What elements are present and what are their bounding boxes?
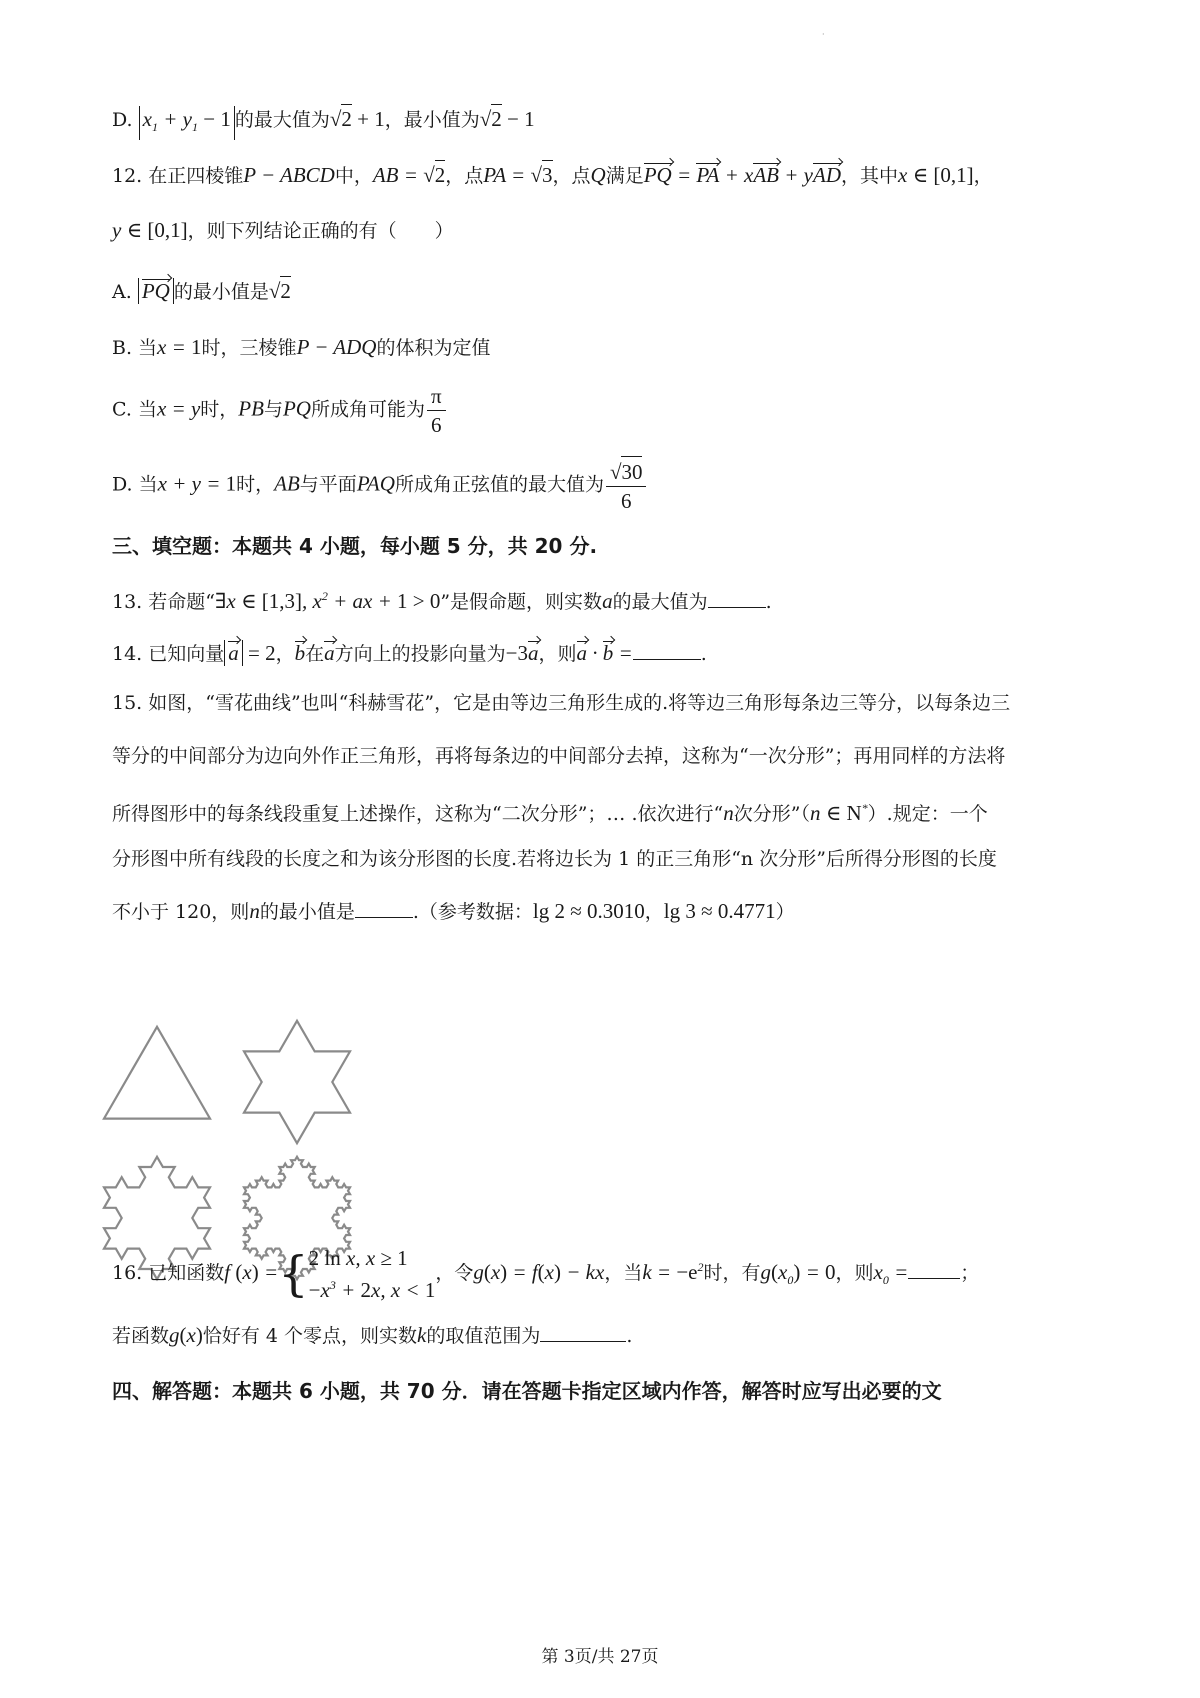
q15-line3: 所得图形中的每条线段重复上述操作，这称为“二次分形”；… .依次进行“n次分形”（n ∈ N*）.规定：一个 [112, 801, 988, 825]
q12-option-a: A. PQ 的最小值是√2 [112, 276, 291, 305]
section-4-heading: 四、解答题：本题共 6 小题，共 70 分．请在答题卡指定区域内作答，解答时应写出必要的文 [112, 1379, 942, 1403]
q16-line2: 若函数g(x)恰好有 4 个零点，则实数k的取值范围为 . [112, 1323, 633, 1347]
q14: 14. 已知向量 a = 2，b在a方向上的投影向量为−3a，则a · b = . [112, 641, 707, 665]
koch-level-0 [104, 1027, 210, 1119]
piecewise-cases: 2 ln x, x ≥ 1 $-x^3 + 2x$, x < 1 [308, 1245, 436, 1302]
q15-line5: 不小于 120，则n的最小值是 .（参考数据：lg 2 ≈ 0.3010，lg 3 ≈ 0.4771） [112, 899, 795, 923]
q16-line1: 16. 已知函数f (x) ={ 2 ln x, x ≥ 1 $-x^3 + 2x$, x < 1 ，令g(x) = f(x) − kx，当$k = -e^2$时，有$g(x_0) = 0$，则$x_0$ = ； [112, 1245, 980, 1302]
q15-line2: 等分的中间部分为边向外作正三角形，再将每条边的中间部分去掉，这称为“一次分形”；再用同样的方法将 [112, 745, 1006, 767]
section-3-heading: 三、填空题：本题共 4 小题，每小题 5 分，共 20 分. [112, 534, 598, 558]
answer-blank[interactable] [708, 589, 766, 608]
fraction-sqrt30-over-6: $\frac{√30}{6}$ [606, 456, 647, 515]
q11-option-d: D. $x_1 + y_1 - 1$ 的最大值为√2 + 1，最小值为√2 − 1 [112, 104, 535, 140]
q12-option-d: D. 当x + y = 1时，AB与平面PAQ所成角正弦值的最大值为 $\frac{√30}{6}$ [112, 456, 648, 515]
q13: 13. 若命题“∃x ∈ [1,3], $x^2$ + ax + 1 > 0”是假命题，则实数a的最大值为 . [112, 589, 772, 613]
scan-dot: · [822, 30, 825, 39]
answer-blank[interactable] [540, 1323, 626, 1342]
answer-blank[interactable] [355, 899, 413, 918]
answer-blank[interactable] [633, 641, 701, 660]
q12-option-b: B. 当x = 1时，三棱锥P − ADQ的体积为定值 [112, 335, 491, 359]
page-footer: 第 3页/共 27页 [541, 1647, 659, 1667]
q15-line1: 15. 如图，“雪花曲线”也叫“科赫雪花”，它是由等边三角形生成的.将等边三角形每条边三等分，以每条边三 [112, 692, 1011, 714]
koch-level-1 [244, 1021, 350, 1143]
q15-line4: 分形图中所有线段的长度之和为该分形图的长度.若将边长为 1 的正三角形“n 次分形”后所得分形图的长度 [112, 848, 997, 870]
q12-option-c: C. 当x = y时，PB与PQ所成角可能为 $\frac{\pi}{6}$ [112, 382, 448, 439]
koch-outline [104, 1027, 210, 1119]
koch-outline [244, 1021, 350, 1143]
answer-blank[interactable] [908, 1260, 960, 1279]
q12-stem-line2: y ∈ [0,1]，则下列结论正确的有（ ） [112, 218, 454, 242]
q12-stem-line1: 12. 在正四棱锥P − ABCD中，AB = √2，点PA = √3，点Q满足PQ = PA + xAB + yAD，其中x ∈ [0,1]， [112, 160, 993, 189]
fraction-pi-over-6: $\frac{\pi}{6}$ [427, 382, 446, 439]
